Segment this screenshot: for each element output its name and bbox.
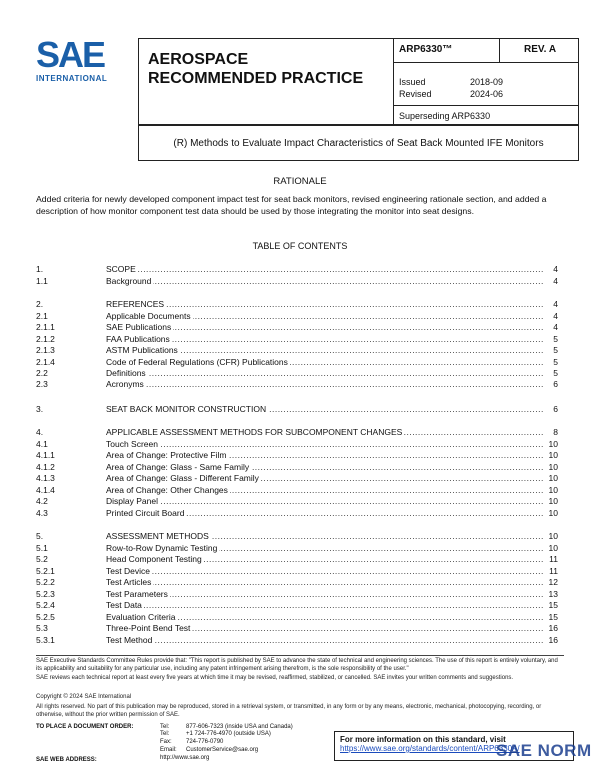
toc-entry[interactable] — [36, 462, 558, 473]
toc-entry-number: 2.1.2 — [36, 334, 55, 344]
revision-label: REV. A — [524, 44, 557, 55]
toc-entry-page: 5 — [553, 334, 558, 344]
toc-entry-number: 4.1.4 — [36, 485, 55, 495]
footer-disclaimer: SAE Executive Standards Committee Rules provide that: "This report is published by SAE to advance the state of technical and engineering sciences. The use of this report is entirely voluntary, and its applicability and suitability for any particular use, including any patent infringement arising therefrom, is the sole responsibility of the user." — [36, 658, 558, 672]
toc-entry-title: SAE Publications — [106, 322, 172, 332]
toc-entry-page: 15 — [548, 612, 558, 622]
toc-entry-page: 11 — [549, 554, 558, 564]
standard-link[interactable]: https://www.sae.org/standards/content/ARP6330A/ — [340, 744, 520, 753]
order-label: TO PLACE A DOCUMENT ORDER: — [36, 724, 134, 730]
toc-entry-number: 2.1 — [36, 311, 48, 321]
toc-entry-title: FAA Publications — [106, 334, 170, 344]
toc-entry-title-wrap — [106, 623, 544, 634]
toc-entry-title-wrap — [106, 368, 544, 379]
toc-entry-title-wrap — [106, 276, 544, 287]
toc-entry-title: Printed Circuit Board — [106, 508, 185, 518]
toc-entry-title: Test Parameters — [106, 589, 168, 599]
header-divider — [499, 38, 500, 62]
rationale-heading: RATIONALE — [273, 176, 327, 187]
toc-entry-title-wrap — [106, 345, 544, 356]
toc-entry-number: 4.1.3 — [36, 473, 55, 483]
toc-entry-page: 4 — [553, 299, 558, 309]
header-divider — [393, 105, 579, 106]
toc-entry-title: ASSESSMENT METHODS — [106, 531, 209, 541]
fax-label: Fax: — [160, 739, 172, 745]
toc-entry-title: REFERENCES — [106, 299, 165, 309]
toc-entry-page: 13 — [548, 589, 558, 599]
tel-number: 877-606-7323 (inside USA and Canada) — [186, 724, 293, 730]
footer-copyright: Copyright © 2024 SAE International — [36, 694, 132, 700]
toc-entry[interactable] — [36, 276, 558, 287]
toc-entry[interactable] — [36, 485, 558, 496]
toc-entry-number: 2.1.3 — [36, 345, 55, 355]
toc-entry-title: Acronyms — [106, 379, 144, 389]
toc-entry-page: 10 — [548, 485, 558, 495]
superseding: Superseding ARP6330 — [399, 111, 491, 121]
watermark: SAE NORM — [496, 741, 592, 760]
toc-entry-title-wrap — [106, 450, 544, 461]
toc-entry-page: 4 — [553, 311, 558, 321]
toc-entry-title: ASTM Publications — [106, 345, 178, 355]
toc-entry-title: Code of Federal Regulations (CFR) Publications — [106, 357, 288, 367]
toc-entry[interactable] — [36, 450, 558, 461]
toc-entry-page: 10 — [548, 450, 558, 460]
toc-entry-title-wrap — [106, 635, 544, 646]
toc-entry[interactable] — [36, 322, 558, 333]
toc-entry[interactable] — [36, 264, 558, 275]
toc-entry-page: 6 — [553, 379, 558, 389]
toc-entry-title: Test Data — [106, 600, 142, 610]
toc-entry-number: 5.2.4 — [36, 600, 55, 610]
toc-entry-title: Area of Change: Glass - Same Family — [106, 462, 250, 472]
toc-entry[interactable] — [36, 635, 558, 646]
toc-entry-page: 5 — [553, 368, 558, 378]
toc-entry-title: Applicable Documents — [106, 311, 191, 321]
footer-review: SAE reviews each technical report at least every five years at which time it may be revised, reaffirmed, stabilized, or cancelled. SAE invites your written comments and suggestions. — [36, 675, 514, 681]
document-number: ARP6330™ — [399, 44, 453, 55]
toc-entry-title-wrap — [106, 485, 544, 496]
footer-divider — [36, 655, 564, 656]
tel-label: Tel: — [160, 724, 170, 730]
toc-entry-title: Touch Screen — [106, 439, 158, 449]
document-title: (R) Methods to Evaluate Impact Characteristics of Seat Back Mounted IFE Monitors — [173, 137, 544, 149]
toc-entry-title-wrap — [106, 427, 544, 438]
toc-entry-page: 10 — [548, 496, 558, 506]
document-category — [148, 50, 388, 88]
toc-entry[interactable] — [36, 531, 558, 542]
toc-entry-number: 2.1.1 — [36, 322, 55, 332]
toc-entry-page: 8 — [553, 427, 558, 437]
toc-entry[interactable] — [36, 357, 558, 368]
toc-entry-page: 6 — [553, 404, 558, 414]
toc-entry-title: Test Articles — [106, 577, 152, 587]
toc-entry-number: 4.3 — [36, 508, 48, 518]
toc-entry[interactable] — [36, 299, 558, 310]
toc-entry-page: 12 — [548, 577, 558, 587]
toc-entry-title: Definitions — [106, 368, 146, 378]
toc-entry-page: 15 — [548, 600, 558, 610]
toc-entry-page: 10 — [548, 473, 558, 483]
toc-entry-title: Area of Change: Glass - Different Family — [106, 473, 259, 483]
toc-entry-number: 4. — [36, 427, 44, 437]
tel2-label: Tel: — [160, 731, 170, 737]
toc-entry-number: 5.1 — [36, 543, 48, 553]
toc-entry-title-wrap — [106, 322, 544, 333]
toc-entry-number: 4.1.2 — [36, 462, 55, 472]
toc-entry-number: 5.2.1 — [36, 566, 55, 576]
toc-entry-number: 3. — [36, 404, 44, 414]
toc-entry-page: 4 — [553, 276, 558, 286]
toc-entry-title-wrap — [106, 600, 544, 611]
header-divider — [393, 62, 579, 63]
toc-entry[interactable] — [36, 566, 558, 577]
fax-number: 724-776-0790 — [186, 739, 224, 745]
toc-entry-page: 11 — [549, 566, 558, 576]
toc-entry-title-wrap — [106, 531, 544, 542]
toc-entry-number: 5.2.5 — [36, 612, 55, 622]
toc-entry[interactable] — [36, 404, 558, 415]
toc-entry-title-wrap — [106, 379, 544, 390]
toc-entry-title-wrap — [106, 496, 544, 507]
toc-entry-title-wrap — [106, 334, 544, 345]
toc-entry-number: 2.1.4 — [36, 357, 55, 367]
issued-label: Issued — [399, 77, 426, 87]
toc-entry-number: 1. — [36, 264, 44, 274]
toc-entry-title-wrap — [106, 612, 544, 623]
issued-date: 2018-09 — [470, 77, 504, 87]
toc-entry-title-wrap — [106, 473, 544, 484]
toc-entry-title-wrap — [106, 404, 544, 415]
toc-entry[interactable] — [36, 439, 558, 450]
sae-logo — [36, 34, 120, 84]
toc-entry-page: 10 — [548, 508, 558, 518]
toc-entry-title: Display Panel — [106, 496, 158, 506]
toc-entry-number: 5. — [36, 531, 44, 541]
toc-entry-number: 5.2 — [36, 554, 48, 564]
web-label: SAE WEB ADDRESS: — [36, 757, 97, 763]
toc-heading: TABLE OF CONTENTS — [252, 241, 348, 251]
toc-entry-number: 4.1 — [36, 439, 48, 449]
info-text: For more information on this standard, visit — [340, 735, 506, 744]
toc-entry[interactable] — [36, 612, 558, 623]
toc-entry-number: 2.2 — [36, 368, 48, 378]
toc-entry[interactable] — [36, 577, 558, 588]
toc-entry[interactable] — [36, 508, 558, 519]
toc-entry[interactable] — [36, 623, 558, 634]
toc-entry-page: 5 — [553, 345, 558, 355]
toc-entry[interactable] — [36, 496, 558, 507]
toc-entry-title: Test Device — [106, 566, 150, 576]
toc-entry-page: 10 — [548, 531, 558, 541]
toc-entry-title: Evaluation Criteria — [106, 612, 176, 622]
toc-entry[interactable] — [36, 589, 558, 600]
category-line1: AEROSPACE — [148, 51, 249, 68]
logo-subtitle: INTERNATIONAL — [36, 74, 108, 83]
toc-entry-page: 10 — [548, 462, 558, 472]
toc-entry-number: 2. — [36, 299, 44, 309]
document-title-box — [138, 125, 579, 161]
toc-entry-title-wrap — [106, 589, 544, 600]
toc-entry-title: Head Component Testing — [106, 554, 202, 564]
toc-entry-page: 10 — [548, 439, 558, 449]
toc-entry-number: 5.3.1 — [36, 635, 55, 645]
revised-label: Revised — [399, 89, 432, 99]
toc-entry-title: APPLICABLE ASSESSMENT METHODS FOR SUBCOMPONENT CHANGES — [106, 427, 403, 437]
toc-entry-title: SEAT BACK MONITOR CONSTRUCTION — [106, 404, 267, 414]
logo-letters: SAE — [36, 34, 105, 75]
toc-entry-page: 4 — [553, 322, 558, 332]
toc-entry-title: Three-Point Bend Test — [106, 623, 191, 633]
toc-entry-title: Row-to-Row Dynamic Testing — [106, 543, 218, 553]
toc-entry[interactable] — [36, 473, 558, 484]
category-line2: RECOMMENDED PRACTICE — [148, 70, 364, 87]
toc-entry-title-wrap — [106, 299, 544, 310]
toc-entry-page: 4 — [553, 264, 558, 274]
toc-entry-title-wrap — [106, 462, 544, 473]
toc-entry[interactable] — [36, 368, 558, 379]
toc-entry-page: 16 — [548, 623, 558, 633]
toc-entry-title-wrap — [106, 357, 544, 368]
toc-entry-title-wrap — [106, 439, 544, 450]
toc-entry-number: 2.3 — [36, 379, 48, 389]
toc-entry-number: 1.1 — [36, 276, 48, 286]
footer-rights: All rights reserved. No part of this publication may be reproduced, stored in a retrieval system, or transmitted, in any form or by any means, electronic, mechanical, photocopying, recording, or otherwise, without the prior written permission of SAE. — [36, 704, 542, 718]
toc-entry[interactable] — [36, 334, 558, 345]
toc-entry-title-wrap — [106, 543, 544, 554]
toc-entry-title: Area of Change: Other Changes — [106, 485, 228, 495]
toc-entry-title-wrap — [106, 566, 544, 577]
toc-entry-title-wrap — [106, 508, 544, 519]
rationale-text: Added criteria for newly developed component impact test for seat back monitors, revised engineering rationale section, and added a description of how monitor component test data should be used by those integrating the monitor into seat designs. — [36, 194, 547, 216]
email-address[interactable]: CustomerService@sae.org — [186, 747, 259, 753]
toc-entry-title: Test Method — [106, 635, 153, 645]
toc-entry[interactable] — [36, 379, 558, 390]
toc-entry[interactable] — [36, 554, 558, 565]
web-address[interactable]: http://www.sae.org — [160, 755, 210, 761]
tel2-number: +1 724-776-4970 (outside USA) — [186, 731, 271, 737]
email-label: Email: — [160, 747, 177, 753]
toc-entry-title: SCOPE — [106, 264, 136, 274]
toc-entry-page: 16 — [548, 635, 558, 645]
toc-entry[interactable] — [36, 311, 558, 322]
toc-entry-title: Area of Change: Protective Film — [106, 450, 227, 460]
toc-entry[interactable] — [36, 427, 558, 438]
toc-entry[interactable] — [36, 345, 558, 356]
toc-entry[interactable] — [36, 543, 558, 554]
toc-entry-number: 4.2 — [36, 496, 48, 506]
revised-date: 2024-06 — [470, 89, 504, 99]
toc-entry-title-wrap — [106, 554, 544, 565]
toc-entry-page: 5 — [553, 357, 558, 367]
toc-entry-title-wrap — [106, 577, 544, 588]
toc-entry-number: 4.1.1 — [36, 450, 55, 460]
toc-entry-title-wrap — [106, 264, 544, 275]
toc-entry-title-wrap — [106, 311, 544, 322]
toc-entry-number: 5.2.3 — [36, 589, 55, 599]
toc-entry-number: 5.3 — [36, 623, 48, 633]
toc-entry-number: 5.2.2 — [36, 577, 55, 587]
toc-entry[interactable] — [36, 600, 558, 611]
header-divider — [393, 38, 394, 125]
toc-entry-page: 10 — [548, 543, 558, 553]
toc-entry-title: Background — [106, 276, 152, 286]
